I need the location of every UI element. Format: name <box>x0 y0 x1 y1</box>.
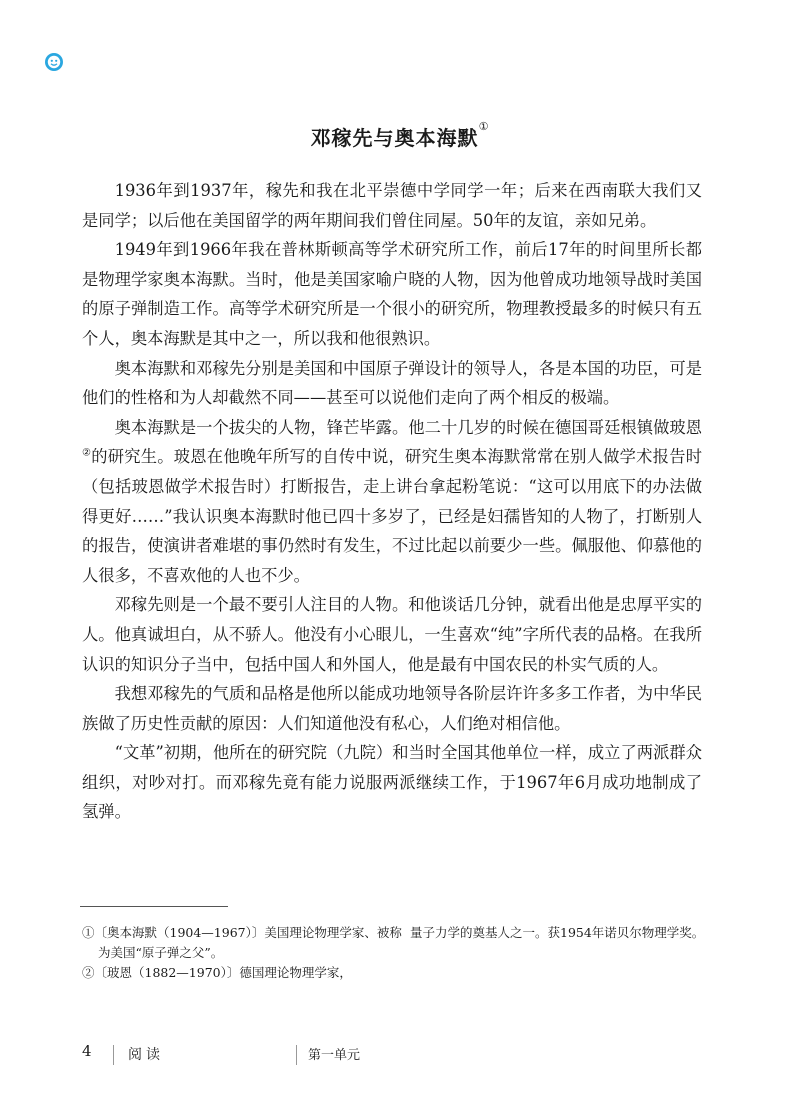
footer-divider <box>296 1045 297 1065</box>
paragraph-6: 我想邓稼先的气质和品格是他所以能成功地领导各阶层许许多多工作者，为中华民族做了历史性贡献的原因：人们知道他没有私心，人们绝对相信他。 <box>82 684 702 733</box>
unit-label: 第一单元 <box>308 1048 361 1063</box>
footnotes-left-column <box>82 923 402 983</box>
footnote-divider <box>80 906 228 907</box>
footnote-2: ②〔玻恩（1882—1970）〕德国理论物理学家， <box>82 965 352 980</box>
article-body <box>82 176 702 827</box>
paragraph-3: 奥本海默和邓稼先分别是美国和中国原子弹设计的领导人，各是本国的功臣，可是他们的性格和为人却截然不同——甚至可以说他们走向了两个相反的极端。 <box>82 358 702 408</box>
footer-divider <box>113 1045 114 1065</box>
footnote-marker-2: ② <box>82 447 92 459</box>
paragraph-5: 邓稼先则是一个最不要引人注目的人物。和他谈话几分钟，就看出他是忠厚平实的人。他真诚坦白，从不骄人。他没有小心眼儿，一生喜欢“纯”字所代表的品格。在我所认识的知识分子当中，包括中国人和外国人，他是最有中国农民的朴实气质的人。 <box>82 595 702 674</box>
section-label: 阅读 <box>128 1047 164 1063</box>
paragraph-4-text-after: 的研究生。玻恩在他晚年所写的自传中说，研究生奥本海默常常在别人做学术报告时（包括玻恩做学术报告时）打断报告，走上讲台拿起粉笔说：“这可以用底下的办法做得更好……”我认识奥本海默时他已四十多岁了，已经是妇孺皆知的人物了，打断别人的报告，使演讲者难堪的事仍然时有发生，不过比起以前要少一些。佩服他、仰慕他的人很多，不喜欢他的人也不少。 <box>82 447 702 585</box>
page-number: 4 <box>82 1042 92 1060</box>
paragraph-7: “文革”初期，他所在的研究院（九院）和当时全国其他单位一样，成立了两派群众组织，对吵对打。而邓稼先竟有能力说服两派继续工作，于1967年6月成功地制成了氢弹。 <box>82 743 702 822</box>
page-title <box>0 122 800 151</box>
footnotes-right-column <box>410 923 720 943</box>
footnote-1: ①〔奥本海默（1904—1967）〕美国理论物理学家、被称为美国“原子弹之父”。 <box>82 925 402 960</box>
footnote-2-continued: 量子力学的奠基人之一。获1954年诺贝尔物理学奖。 <box>410 925 705 940</box>
paragraph-1: 1936年到1937年，稼先和我在北平崇德中学同学一年；后来在西南联大我们又是同学；以后他在美国留学的两年期间我们曾住同屋。50年的友谊，亲如兄弟。 <box>82 181 702 230</box>
title-text: 邓稼先与奥本海默 <box>310 126 479 150</box>
paragraph-4-text-before: 奥本海默是一个拔尖的人物，锋芒毕露。他二十几岁的时候在德国哥廷根镇做玻恩 <box>114 417 702 437</box>
paragraph-2: 1949年到1966年我在普林斯顿高等学术研究所工作，前后17年的时间里所长都是物理学家奥本海默。当时，他是美国家喻户晓的人物，因为他曾成功地领导战时美国的原子弹制造工作。高等学术研究所是一个很小的研究所，物理教授最多的时候只有五个人，奥本海默是其中之一，所以我和他很熟识。 <box>82 240 702 348</box>
page-footer <box>0 1040 800 1066</box>
title-footnote-marker: ① <box>478 120 490 133</box>
paragraph-4 <box>82 413 702 591</box>
smiley-face-icon <box>44 52 64 72</box>
